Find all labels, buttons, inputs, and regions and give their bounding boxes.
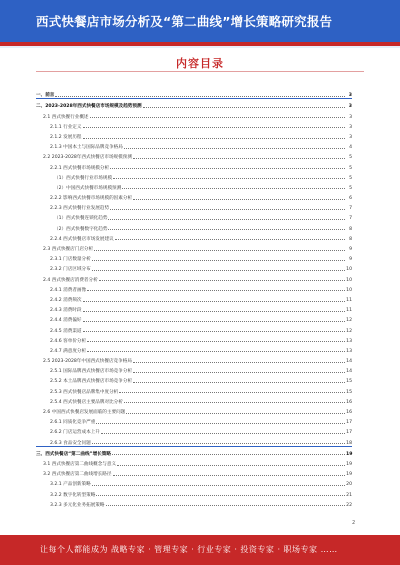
toc-entry-page: 11 — [346, 297, 352, 303]
toc-entry-label: 2.1.3 中国本土与国际品牌竞争格局 — [50, 145, 123, 151]
toc-entry-page: 18 — [346, 440, 352, 446]
toc-leader-dots — [133, 372, 345, 373]
toc-entry-label: 2.5 2023-2028年中国西式快餐店竞争格局 — [43, 359, 132, 365]
toc-entry[interactable] — [36, 98, 352, 109]
toc-leader-dots — [83, 138, 345, 139]
toc-entry-label: 2.2.2 影响西式快餐市场规模的因素分析 — [50, 196, 133, 202]
toc-leader-dots — [87, 290, 345, 291]
toc-leader-dots — [112, 454, 345, 455]
toc-leader-dots — [92, 485, 345, 486]
toc-entry-label: 2.2.4 西式快餐店市场发展建议 — [50, 236, 114, 242]
toc-entry-page: 9 — [349, 257, 352, 263]
toc-leader-dots — [110, 209, 345, 210]
toc-entry-page: 11 — [346, 308, 352, 314]
toc-entry[interactable] — [36, 109, 352, 119]
toc-entry[interactable] — [36, 446, 352, 457]
toc-entry[interactable] — [36, 120, 352, 130]
toc-entry-page: 6 — [349, 196, 352, 202]
toc-leader-dots — [108, 229, 345, 230]
toc-entry[interactable] — [36, 181, 352, 191]
toc-leader-dots — [110, 168, 345, 169]
toc-entry-page: 5 — [349, 175, 352, 181]
toc-entry-page: 19 — [346, 472, 352, 478]
toc-entry[interactable] — [36, 323, 352, 333]
toc-leader-dots — [87, 351, 345, 352]
toc-entry[interactable] — [36, 364, 352, 374]
toc-entry-label: 2.1 西式快餐行业概述 — [43, 114, 89, 120]
toc-entry-page: 17 — [346, 420, 352, 426]
toc-entry-label: 3.1 西式快餐店第二曲线概念与意义 — [43, 461, 117, 467]
toc-entry-label: 2.5.1 国际品牌西式快餐店市场竞争分析 — [50, 369, 133, 375]
footer-banner — [0, 535, 400, 565]
toc-leader-dots — [122, 188, 345, 189]
toc-entry-label: 3.2.2 数字化转型策略 — [50, 492, 96, 498]
table-of-contents — [36, 88, 352, 508]
toc-entry-label: 3.2.1 产品创新策略 — [50, 482, 91, 488]
toc-entry[interactable] — [36, 252, 352, 262]
toc-entry-page: 14 — [346, 369, 352, 375]
toc-leader-dots — [133, 199, 345, 200]
toc-entry[interactable] — [36, 160, 352, 170]
toc-leader-dots — [92, 270, 345, 271]
toc-entry[interactable] — [36, 201, 352, 211]
toc-entry-page: 16 — [346, 399, 352, 405]
toc-leader-dots — [96, 423, 345, 424]
toc-entry-label: 2.4 西式快餐店消费者分析 — [43, 277, 98, 283]
toc-entry-label: 2.1.2 发展历程 — [50, 134, 82, 140]
toc-entry[interactable] — [36, 467, 352, 477]
toc-entry-page: 8 — [349, 236, 352, 242]
toc-entry-page: 17 — [346, 430, 352, 436]
toc-entry-page: 3 — [349, 124, 352, 130]
toc-leader-dots — [108, 219, 345, 220]
toc-entry-page: 15 — [346, 389, 352, 395]
toc-leader-dots — [83, 331, 345, 332]
toc-entry-page: 15 — [346, 379, 352, 385]
toc-entry-page: 21 — [346, 492, 352, 498]
toc-entry-label: 2.6.2 门店运营成本上升 — [50, 430, 100, 436]
toc-entry-label: 2.3.1 门店数量分析 — [50, 257, 91, 263]
toc-entry[interactable] — [36, 272, 352, 282]
toc-leader-dots — [87, 341, 345, 342]
toc-entry-label: 2.5.4 西式快餐店主要品牌对比分析 — [50, 399, 123, 405]
toc-entry[interactable] — [36, 374, 352, 384]
toc-entry-page: 10 — [346, 267, 352, 273]
toc-entry-page: 5 — [349, 155, 352, 161]
toc-entry-page: 7 — [349, 206, 352, 212]
toc-entry-label: 2.4.7 满意度分析 — [50, 348, 87, 354]
toc-entry[interactable] — [36, 211, 352, 221]
toc-entry-page: 5 — [349, 165, 352, 171]
toc-leader-dots — [55, 96, 345, 97]
toc-entry-label: （1）西式快餐连锁化趋势 — [54, 216, 108, 222]
toc-entry[interactable] — [36, 232, 352, 242]
toc-entry[interactable] — [36, 384, 352, 394]
toc-entry-page: 3 — [348, 93, 352, 99]
toc-entry-label: （2）西式快餐数字化趋势 — [54, 226, 108, 232]
toc-entry[interactable] — [36, 354, 352, 364]
toc-leader-dots — [133, 362, 345, 363]
toc-leader-dots — [119, 392, 345, 393]
toc-leader-dots — [83, 321, 345, 322]
toc-entry[interactable] — [36, 487, 352, 497]
toc-entry[interactable] — [36, 171, 352, 181]
report-header — [0, 0, 400, 42]
toc-entry[interactable] — [36, 140, 352, 150]
toc-leader-dots — [124, 148, 345, 149]
toc-entry[interactable] — [36, 242, 352, 252]
toc-leader-dots — [92, 443, 345, 444]
toc-entry-page: 10 — [346, 277, 352, 283]
toc-entry-page: 5 — [349, 185, 352, 191]
toc-entry-page: 3 — [349, 134, 352, 140]
toc-entry-label: 2.2.3 西式快餐行业发展趋势 — [50, 206, 110, 212]
toc-entry-page: 7 — [349, 216, 352, 222]
page-number: 2 — [352, 520, 356, 526]
toc-entry[interactable] — [36, 262, 352, 272]
toc-entry[interactable] — [36, 283, 352, 293]
toc-entry[interactable] — [36, 88, 352, 98]
toc-entry-page: 22 — [346, 502, 352, 508]
toc-leader-dots — [113, 178, 345, 179]
toc-entry[interactable] — [36, 334, 352, 344]
toc-entry-label: （2）中国西式快餐市场规模预测 — [54, 185, 122, 191]
toc-entry-page: 14 — [346, 359, 352, 365]
toc-entry[interactable] — [36, 457, 352, 467]
toc-entry-page: 4 — [349, 145, 352, 151]
toc-entry-label: 2.2 2023-2028年西式快餐店市场规模预测 — [43, 155, 132, 161]
toc-entry-label: 2.5.2 本土品牌西式快餐店市场竞争分析 — [50, 379, 133, 385]
toc-leader-dots — [113, 475, 346, 476]
toc-entry-page: 8 — [349, 226, 352, 232]
toc-entry[interactable] — [36, 344, 352, 354]
toc-entry[interactable] — [36, 313, 352, 323]
toc-entry[interactable] — [36, 150, 352, 160]
toc-entry-page: 9 — [349, 247, 352, 252]
toc-entry[interactable] — [36, 395, 352, 405]
toc-leader-dots — [92, 260, 345, 261]
toc-leader-dots — [117, 465, 345, 466]
toc-entry-label: 3.2 西式快餐店第二曲线增长路径 — [43, 472, 112, 478]
toc-entry-label: 2.4.2 消费频次 — [50, 297, 82, 303]
toc-heading: 内容目录 — [176, 57, 224, 70]
toc-entry-label: 2.5.3 西式快餐店品牌集中度分析 — [50, 389, 119, 395]
toc-entry[interactable] — [36, 477, 352, 487]
toc-entry-label: 2.2.1 西式快餐市场规模分析 — [50, 165, 110, 171]
toc-entry-label: 2.1.1 行业定义 — [50, 124, 82, 130]
toc-entry[interactable] — [36, 303, 352, 313]
toc-entry[interactable] — [36, 435, 352, 445]
toc-entry-label: 一、前言 — [36, 93, 55, 99]
toc-leader-dots — [124, 402, 345, 403]
toc-entry-page: 13 — [346, 338, 352, 344]
toc-entry-page: 20 — [346, 482, 352, 488]
toc-entry-page: 3 — [348, 104, 352, 110]
toc-entry-page: 3 — [349, 114, 352, 120]
toc-entry-page: 10 — [346, 287, 352, 293]
toc-entry[interactable] — [36, 498, 352, 508]
header-divider — [0, 46, 400, 48]
toc-entry-label: 2.6.1 同质化竞争严重 — [50, 420, 96, 426]
toc-leader-dots — [143, 107, 345, 108]
toc-leader-dots — [99, 280, 345, 281]
toc-entry[interactable] — [36, 425, 352, 435]
toc-leader-dots — [96, 495, 345, 496]
toc-entry-page: 12 — [346, 318, 352, 324]
toc-entry-label: 2.4.4 消费偏好 — [50, 318, 82, 324]
toc-entry-page: 16 — [346, 410, 352, 415]
toc-leader-dots — [90, 117, 345, 118]
toc-leader-dots — [115, 239, 345, 240]
toc-entry-page: 12 — [346, 328, 352, 334]
toc-entry[interactable] — [36, 191, 352, 201]
toc-leader-dots — [83, 301, 345, 302]
toc-leader-dots — [101, 433, 345, 434]
toc-entry[interactable] — [36, 415, 352, 425]
toc-entry-label: 2.6 中国西式快餐店发展面临的主要问题 — [43, 410, 126, 415]
toc-entry-label: （1）西式快餐行业市场规模 — [54, 175, 113, 181]
toc-entry-page: 13 — [346, 348, 352, 354]
toc-leader-dots — [83, 127, 345, 128]
toc-heading-rule — [36, 71, 364, 72]
toc-entry-label: 2.3 西式快餐店门店分析 — [43, 247, 94, 252]
toc-entry-label: 3.2.3 多元化业务拓展策略 — [50, 502, 105, 508]
footer-slogan: 让每个人都能成为 战略专家 · 管理专家 · 行业专家 · 投资专家 · 职场专家 …… — [40, 545, 338, 554]
toc-leader-dots — [106, 505, 346, 506]
toc-entry-label: 2.3.2 门店区域分布 — [50, 267, 91, 273]
toc-entry[interactable] — [36, 130, 352, 140]
toc-leader-dots — [83, 311, 345, 312]
toc-entry-label: 2.4.3 消费时段 — [50, 308, 82, 314]
toc-entry-label: 2.6.3 食品安全问题 — [50, 440, 91, 446]
toc-entry[interactable] — [36, 293, 352, 303]
toc-entry-label: 二、2023-2028年西式快餐店市场规模及趋势预测 — [36, 104, 142, 110]
toc-entry[interactable] — [36, 405, 352, 415]
toc-leader-dots — [94, 250, 345, 251]
toc-entry-label: 三、西式快餐店“第二曲线”增长策略 — [36, 451, 111, 457]
toc-entry-label: 2.4.5 消费渠道 — [50, 328, 82, 334]
toc-leader-dots — [133, 382, 345, 383]
toc-entry-page: 19 — [346, 461, 352, 467]
toc-entry-label: 2.4.6 客单价分析 — [50, 338, 87, 344]
toc-leader-dots — [126, 413, 345, 414]
toc-entry-label: 2.4.1 消费者画像 — [50, 287, 87, 293]
report-title: 西式快餐店市场分析及“第二曲线”增长策略研究报告 — [36, 14, 333, 29]
toc-leader-dots — [133, 158, 345, 159]
toc-entry[interactable] — [36, 221, 352, 231]
toc-entry-page: 19 — [346, 451, 353, 457]
